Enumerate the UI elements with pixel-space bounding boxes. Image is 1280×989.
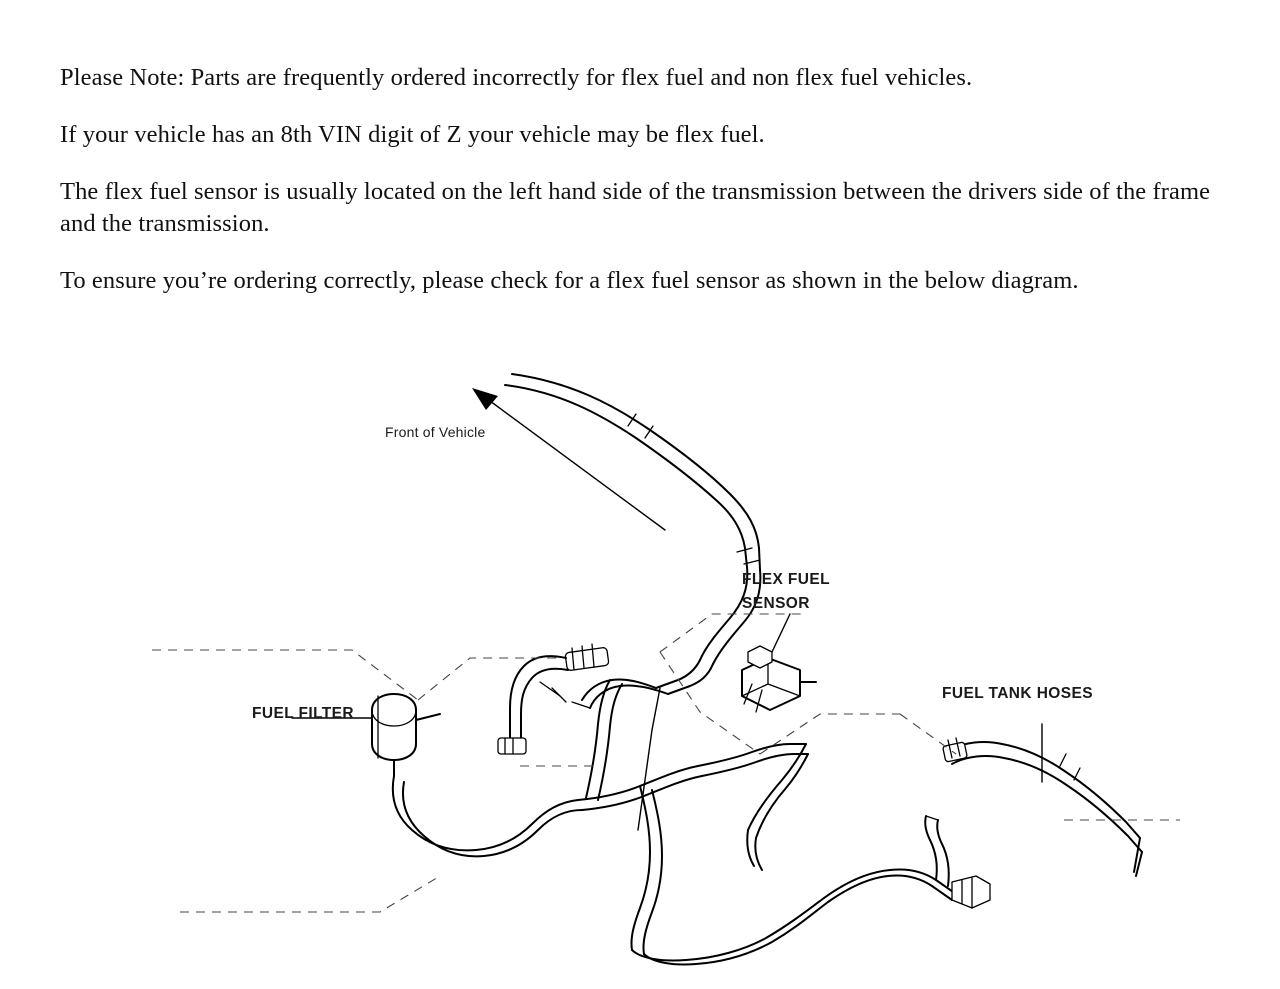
notice-line-4: To ensure you’re ordering correctly, please check for a flex fuel sensor as shown in the below diagram. [60, 267, 1079, 295]
hose-barb-left [498, 738, 526, 754]
arrow-head [472, 388, 498, 410]
label-flex-fuel-sensor-line2: SENSOR [742, 595, 810, 612]
front-of-vehicle-arrow [472, 388, 665, 530]
notice-text-block [60, 62, 1260, 322]
fuel-system-diagram-svg [0, 352, 1280, 989]
notice-line-2: If your vehicle has an 8th VIN digit of Z your vehicle may be flex fuel. [60, 120, 765, 148]
label-fuel-tank-hoses: FUEL TANK HOSES [942, 685, 1093, 702]
notice-line-3: The flex fuel sensor is usually located on the left hand side of the transmission between the drivers side of the frame and the transmission. [60, 177, 1211, 238]
hose-fitting [565, 647, 609, 671]
lower-fuel-lines [393, 680, 990, 965]
tank-outlet-fitting [952, 876, 990, 908]
label-front-of-vehicle: Front of Vehicle [385, 424, 486, 440]
label-fuel-filter: FUEL FILTER [252, 705, 354, 722]
fuel-system-diagram [0, 352, 1280, 989]
upper-fuel-lines [505, 374, 760, 664]
flex-fuel-sensor [742, 646, 816, 712]
fuel-line-junction-cluster [498, 644, 713, 754]
label-flex-fuel-sensor-line1: FLEX FUEL [742, 571, 830, 588]
notice-line-1: Please Note: Parts are frequently ordered incorrectly for flex fuel and non flex fuel vehicles. [60, 64, 973, 91]
fuel-filter [372, 694, 440, 776]
